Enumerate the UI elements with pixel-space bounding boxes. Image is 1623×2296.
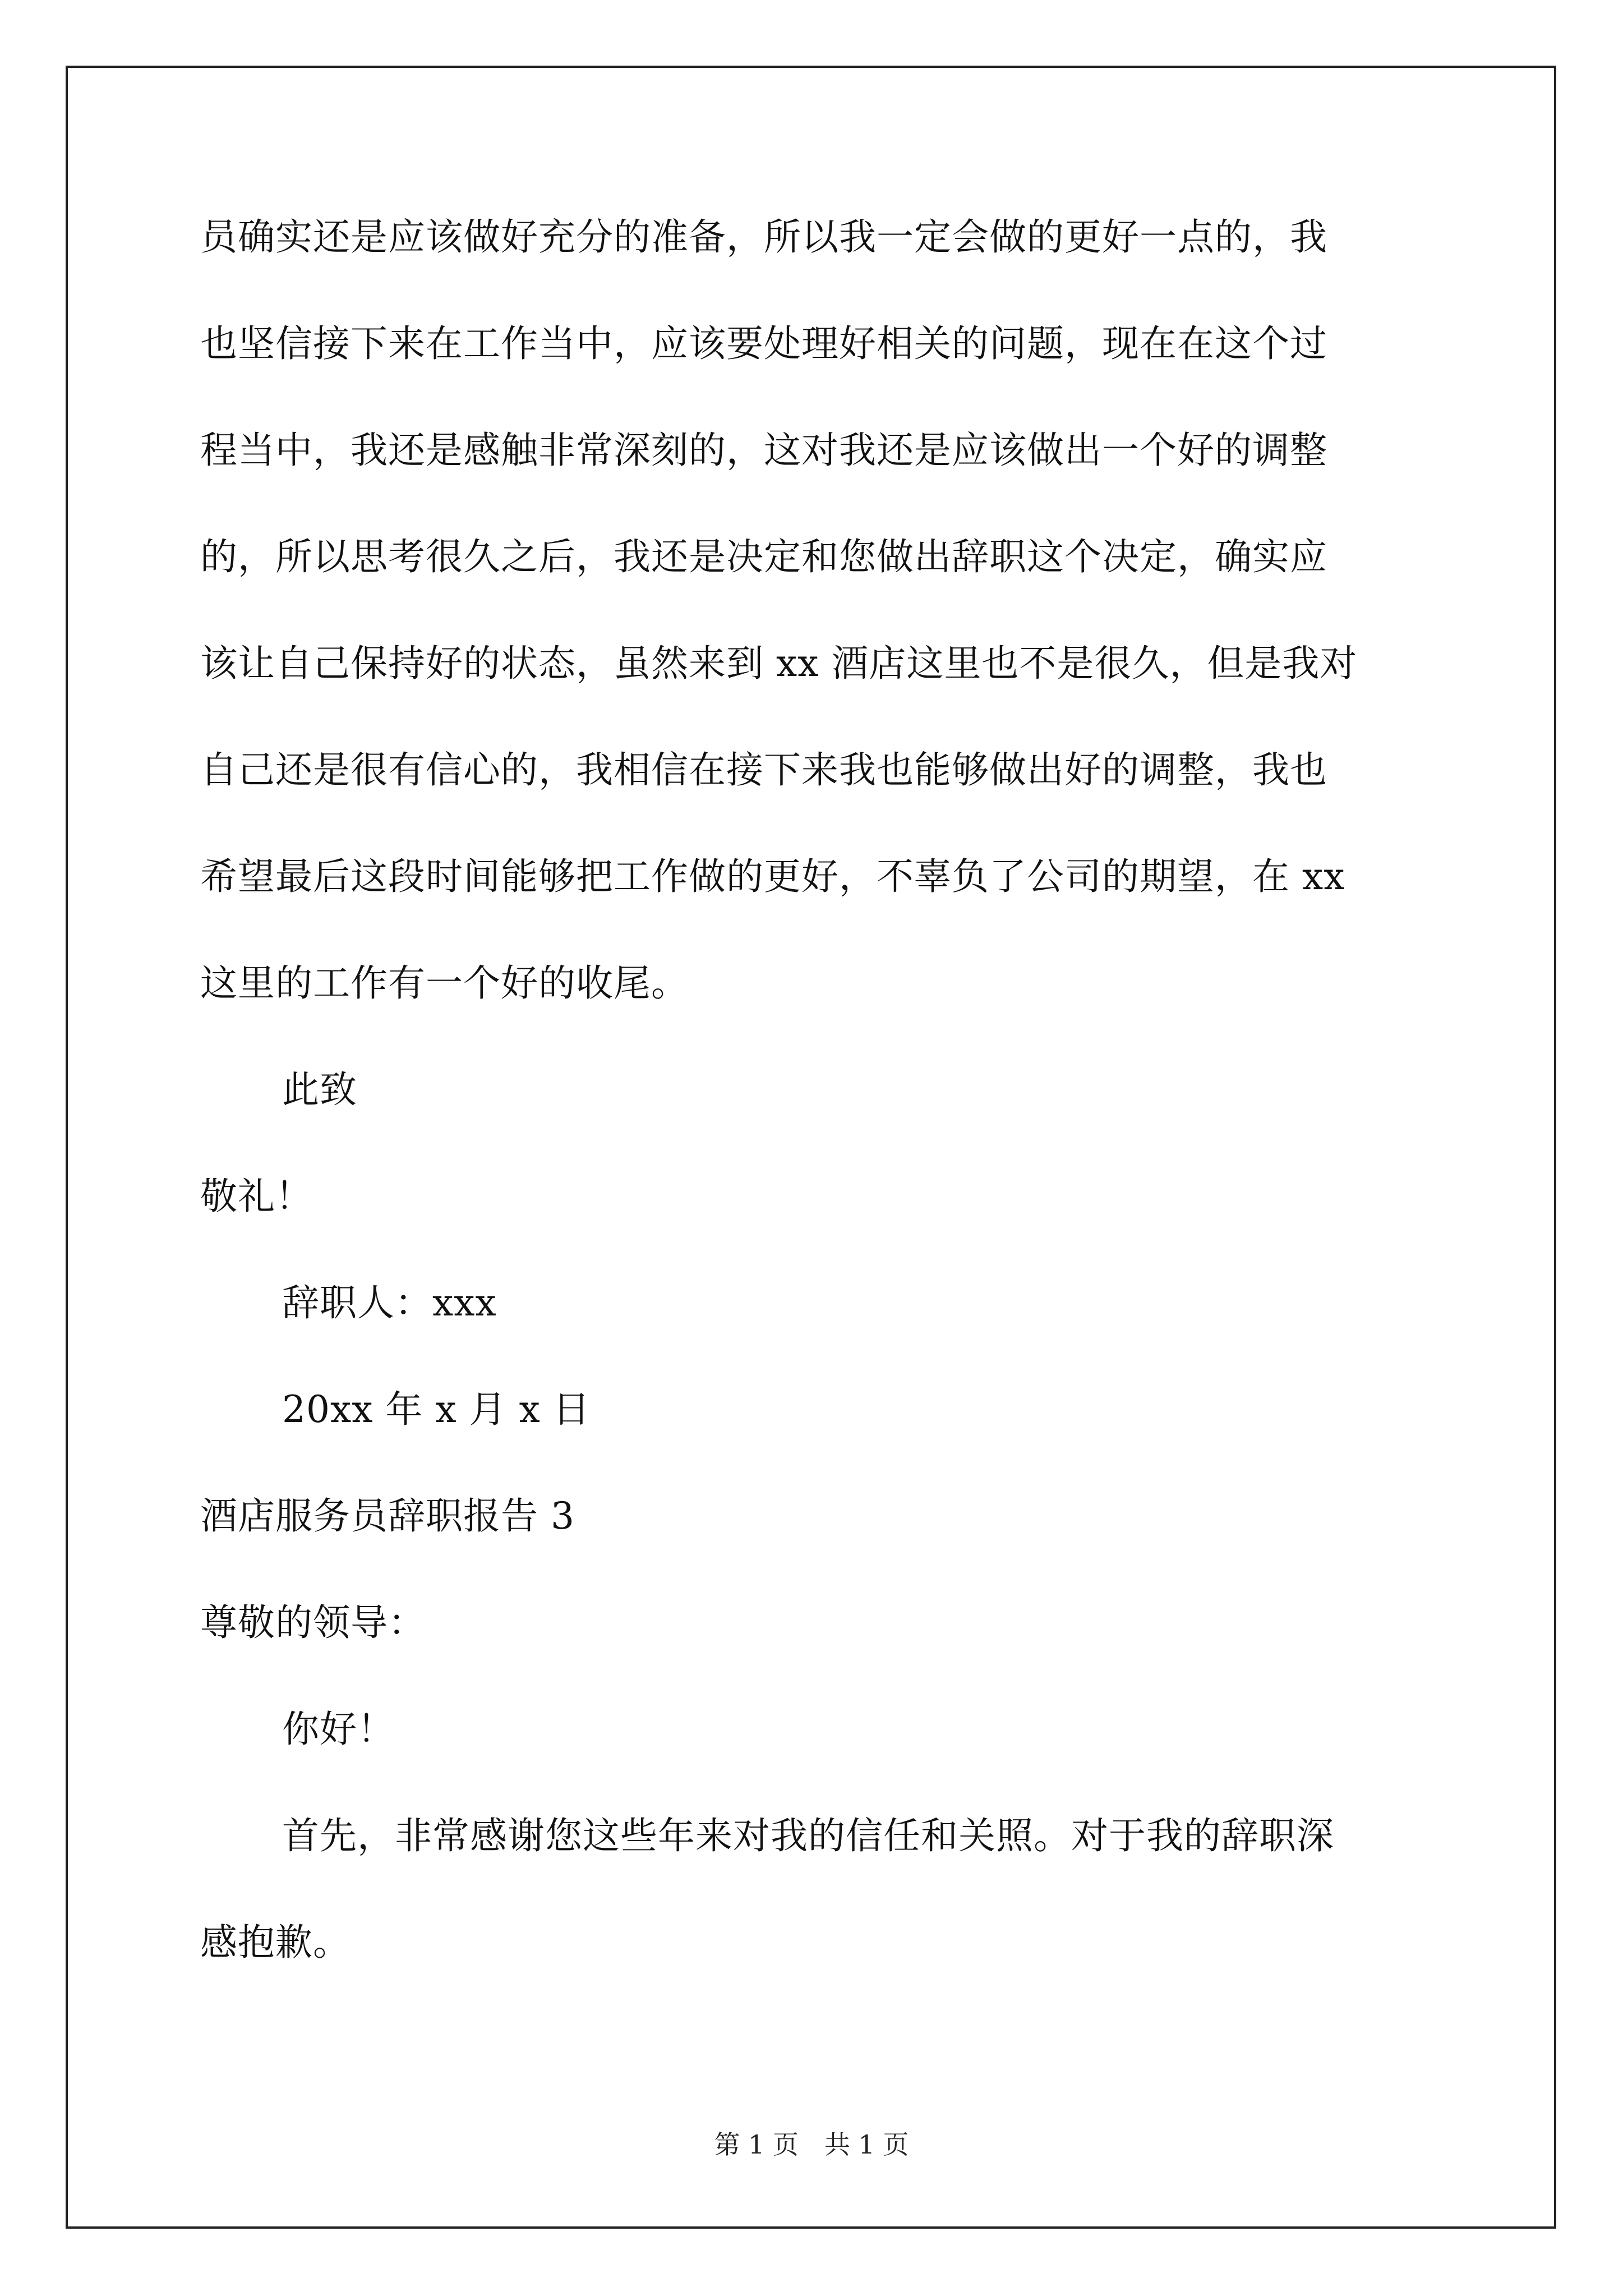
section-heading: 酒店服务员辞职报告 3 — [200, 1494, 575, 1538]
body-text-line: 首先，非常感谢您这些年来对我的信任和关照。对于我的辞职深 — [282, 1814, 1334, 1857]
body-text-line: 的，所以思考很久之后，我还是决定和您做出辞职这个决定，确实应 — [200, 535, 1327, 578]
document-body — [200, 215, 1434, 2031]
closing-salutation: 此致 — [282, 1068, 357, 1111]
body-text-line: 该让自己保持好的状态，虽然来到 xx 酒店这里也不是很久，但是我对 — [200, 642, 1358, 685]
body-text-line: 这里的工作有一个好的收尾。 — [200, 961, 689, 1005]
signature-name: 辞职人：xxx — [282, 1281, 497, 1324]
letter-greeting: 尊敬的领导： — [200, 1601, 426, 1644]
closing-respect: 敬礼！ — [200, 1175, 313, 1218]
body-text-line: 感抱歉。 — [200, 1921, 351, 1964]
body-text-line: 希望最后这段时间能够把工作做的更好，不辜负了公司的期望，在 xx — [200, 855, 1345, 898]
letter-hello: 你好！ — [282, 1708, 395, 1751]
signature-date: 20xx 年 x 月 x 日 — [282, 1388, 591, 1431]
page-footer: 第 1 页 共 1 页 — [714, 2129, 909, 2160]
body-text-line: 也坚信接下来在工作当中，应该要处理好相关的问题，现在在这个过 — [200, 322, 1327, 365]
body-text-line: 程当中，我还是感触非常深刻的，这对我还是应该做出一个好的调整 — [200, 429, 1327, 472]
body-text-line: 自己还是很有信心的，我相信在接下来我也能够做出好的调整，我也 — [200, 748, 1327, 792]
body-text-line: 员确实还是应该做好充分的准备，所以我一定会做的更好一点的，我 — [200, 215, 1327, 259]
